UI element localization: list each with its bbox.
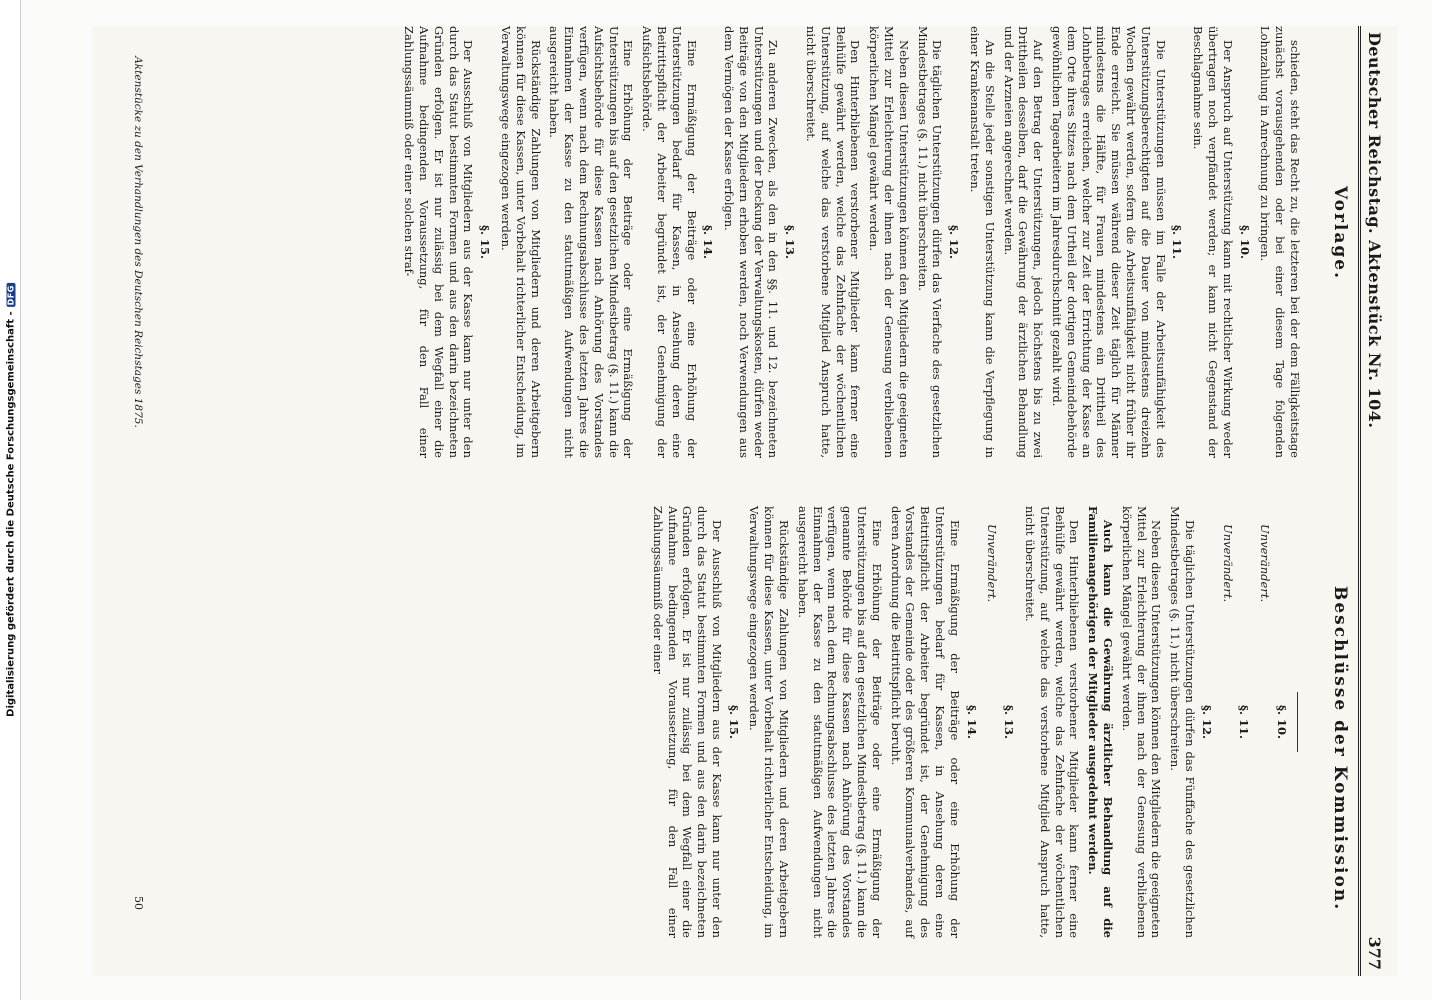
left-s12-text3: Den Hinterbliebenen verstorbener Mitglieder kann ferner eine Beihülfe gewährt werden, welche das Zehnfache der wöchentlichen Unterstützung, auf welche das verstorbene Mitglied Anspruch hatte, nicht überschreitet.: [804, 26, 863, 458]
left-s15-number: §. 15.: [478, 224, 493, 260]
dfg-logo: DFG: [6, 285, 16, 306]
left-s14-text2: Eine Erhöhung der Beiträge oder eine Ermäßigung der Unterstützungen bis auf den gesetzlichen Mindestbetrag (§. 11.) kann die Aufsichtsbehörde für diese Kassen nach Anhörung des Vorstandes verfügen, wenn nach dem Rechnungsabschlusse des letzten Jahres die Einnahmen der Kasse zu den statutmäßigen Aufwendungen nicht ausgereicht haben.: [547, 26, 636, 458]
right-s14-text: Eine Ermäßigung der Beiträge oder eine Erhöhung der Unterstützungen bedarf für Kassen, in Ansehung deren eine Beitrittspflicht der Arbeiter begründet ist, der Genehmigung des Vorstandes der Gemeinde oder des größeren Kommunalverbandes, auf deren Anordnung die Beitrittspflicht beruht.: [888, 506, 962, 938]
left-s10-number: §. 10.: [1237, 224, 1252, 260]
digitization-credit: [6, 283, 17, 717]
left-s14-text3: Rückständige Zahlungen von Mitgliedern und deren Arbeitgebern können für diese Kassen, unter Vorbehalt richterlicher Entscheidung, im Verwaltungswege eingezogen werden.: [498, 26, 543, 458]
left-s14-text: Eine Ermäßigung der Beiträge oder eine Erhöhung der Unterstützungen bedarf für Kassen, in Ansehung deren eine Beitrittspflicht der Arbeiter begründet ist, der Genehmigung der Aufsichtsbehörde.: [640, 26, 699, 458]
left-s14-number: §. 14.: [701, 224, 716, 260]
left-s11-text: Die Unterstützungen müssen im Falle der Arbeitsunfähigkeit des Unterstützungsberechtigten auf die Dauer von mindestens dreizehn Wochen gewährt werden, sofern die Arbeitsunfähigkeit nicht früher ihr Ende erreicht. Sie müssen während dieser Zeit täglich für Männer mindestens die Hälfte, für Frauen mindestens ein Drittheil des Lohnbetrages erreichen, welcher zur Zeit der Errichtung der Kasse an dem Orte ihres Sitzes nach dem Urtheil der dortigen Gemeindebehörde gewöhnlichen Tagearbeitern im Jahresdurchschnitt gezahlt wird.: [1050, 26, 1168, 458]
left-s12-text2: Neben diesen Unterstützungen können den Mitgliedern die geeigneten Mittel zur Erleichterung der ihnen nach der Genesung verbliebenen körperlichen Mängel gewährt werden.: [867, 26, 911, 458]
page-header: [1358, 26, 1398, 976]
left-intro: schieden, steht das Recht zu, die letzteren bei der dem Fälligkeitstage zunächst vorausgehenden oder bei einer diesem Tage folgenden Lohnzahlung in Anrechnung zu bringen.: [1258, 26, 1302, 458]
right-s10-number: §. 10.: [1275, 704, 1289, 740]
right-s11-number: §. 11.: [1237, 704, 1252, 740]
right-s13-number: §. 13.: [1002, 704, 1017, 740]
right-s11-text: Unverändert.: [1220, 524, 1235, 603]
rotated-page-content: [92, 26, 1398, 976]
right-s12-text3: Den Hinterbliebenen verstorbener Mitglieder kann ferner eine Beihülfe gewährt werden, welche das Zehnfache der wöchentlichen Unterstützung, auf welche das verstorbene Mitglied Anspruch hatte, nicht überschreitet.: [1023, 506, 1082, 938]
running-head: Deutscher Reichstag. Aktenstück Nr. 104.: [1365, 32, 1384, 429]
right-s12-number: §. 12.: [1199, 704, 1214, 740]
right-s13-text: Unverändert.: [985, 524, 1000, 603]
right-s12-text: Die täglichen Unterstützungen dürfen das Fünffache des gesetzlichen Mindestbetrages (§. 11.) nicht überschreiten.: [1168, 506, 1198, 938]
right-s14-number: §. 14.: [964, 704, 979, 740]
right-s15-text: Der Ausschluß von Mitgliedern aus der Kasse kann nur unter den durch das Statut bestimmten Formen und aus den darin bezeichneten Gründen erfolgen. Er ist nur zulässig bei dem Wegfall einer die Aufnahme bedingenden Voraussetzung, für den Fall einer Zahlungssäumniß oder einer: [650, 506, 724, 938]
right-s10-text: Unverändert.: [1258, 524, 1273, 603]
digitization-credit-strip: [0, 0, 21, 1000]
page-number: 377: [1365, 936, 1384, 970]
left-s10-text: Der Anspruch auf Unterstützung kann mit rechtlicher Wirkung weder übertragen noch verpfändet werden; er kann nicht Gegenstand der Beschlagnahme sein.: [1191, 26, 1235, 458]
left-s11-text3: An die Stelle jeder sonstigen Unterstützung kann die Verpflegung in einer Krankenanstalt treten.: [968, 26, 997, 458]
right-s14-text2: Eine Erhöhung der Beiträge oder eine Ermäßigung der Unterstützungen bis auf den gesetzlichen Mindestbetrag (§. 11.) kann die genannte Behörde für diese Kassen nach Anhörung des Vorstandes verfügen, wenn nach dem Rechnungsabschlusse des letzten Jahres die Einnahmen der Kasse zu den statutmäßigen Aufwendungen nicht ausgereicht haben.: [795, 506, 884, 938]
left-column-heading: Vorlage.: [1330, 186, 1350, 281]
right-column: [646, 506, 1302, 938]
right-s14-text3: Rückständige Zahlungen von Mitgliedern und deren Arbeitgebern können für diese Kassen, unter Vorbehalt richterlicher Entscheidung, im Verwaltungswege eingezogen werden.: [747, 506, 792, 938]
left-s12-text: Die täglichen Unterstützungen dürfen das Vierfache des gesetzlichen Mindestbetrages (§. 11.) nicht überschreiten.: [915, 26, 945, 458]
right-s12-amendment: Auch kann die Gewährung ärztlicher Behandlung auf die Familienangehörigen der Mitglieder ausgedehnt werden.: [1086, 506, 1116, 938]
document-page: [92, 26, 1398, 976]
right-column-heading: Beschlüsse der Kommission.: [1330, 586, 1350, 912]
left-s13-text: Zu anderen Zwecken, als den in den §§. 11. und 12. bezeichneten Unterstützungen und der Deckung der Verwaltungskosten, dürfen weder Beiträge von den Mitgliedern erhoben werden, noch Verwendungen aus dem Vermögen der Kasse erfolgen.: [722, 26, 781, 458]
left-column: [397, 26, 1302, 458]
left-s11-text2: Auf den Betrag der Unterstützungen, jedoch höchstens bis zu zwei Drittheilen desselben, darf die Gewährung der ärztlichen Behandlung und der Arzneien angerechnet werden.: [1001, 26, 1046, 458]
left-s12-number: §. 12.: [947, 224, 962, 260]
left-s11-number: §. 11.: [1170, 224, 1185, 260]
credit-text: Digitalisierung gefördert durch die Deutsche Forschungsgemeinschaft -: [5, 311, 17, 717]
sheet-folio: 50: [132, 896, 145, 910]
right-s15-number: §. 15.: [726, 704, 741, 740]
column-headings: [1320, 26, 1350, 976]
right-s12-text2: Neben diesen Unterstützungen können den Mitgliedern die geeigneten Mittel zur Erleichterung der ihnen nach der Genesung verbliebenen körperlichen Mängel gewährt werden.: [1119, 506, 1164, 938]
volume-footer: Aktenstücke zu den Verhandlungen des Deutschen Reichstages 1875.: [132, 56, 144, 428]
left-s15-text: Der Ausschluß von Mitgliedern aus der Kasse kann nur unter den durch das Statut bestimmten Formen und aus den darin bezeichneten Gründen erfolgen. Er ist nur zulässig bei dem Wegfall einer die Aufnahme bedingenden Voraussetzung, für den Fall einer Zahlungssäumniß oder einer solchen straf-: [402, 26, 476, 458]
left-s13-number: §. 13.: [783, 224, 798, 260]
heading-rule: [1297, 692, 1298, 752]
